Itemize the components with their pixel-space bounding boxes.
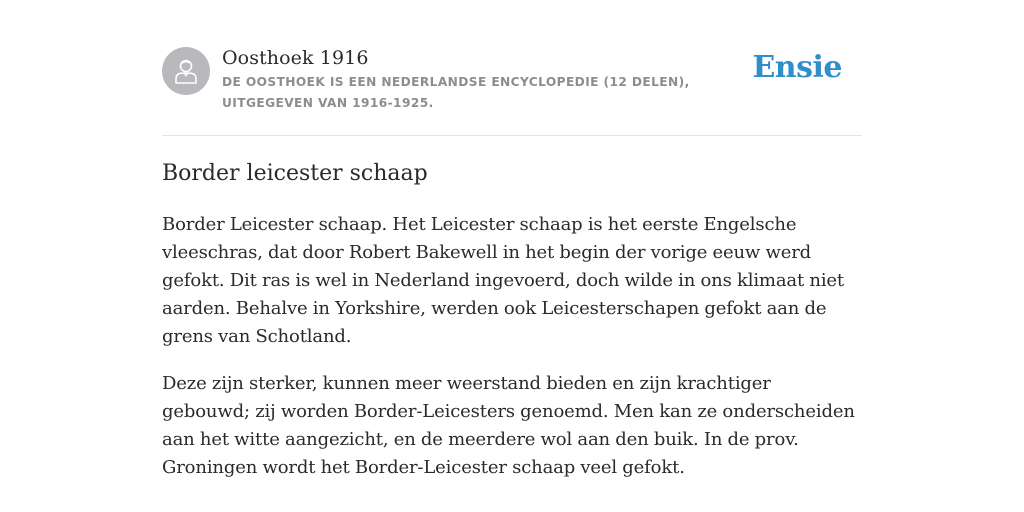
source-description: DE OOSTHOEK IS EEN NEDERLANDSE ENCYCLOPEDIE (12 DELEN), UITGEGEVEN VAN 1916-1925. (222, 75, 690, 110)
source-title[interactable]: Oosthoek 1916 (222, 47, 369, 69)
brand-logo[interactable]: Ensie (752, 50, 842, 85)
user-icon (173, 57, 199, 85)
article-title: Border leicester schaap (162, 161, 428, 186)
article-paragraph: Border Leicester schaap. Het Leicester schaap is het eerste Engelsche vleeschras, dat door Robert Bakewell in het begin der vorige eeuw werd gefokt. Dit ras is wel in Nederland ingevoerd, doch wilde in ons klimaat niet aarden. Behalve in Yorkshire, werden ook Leicesterschapen gefokt aan de grens van Schotland. (162, 214, 845, 347)
divider (162, 135, 862, 136)
article (162, 159, 862, 501)
avatar[interactable] (162, 47, 210, 95)
source-info (222, 46, 762, 114)
source-header (162, 46, 862, 116)
article-paragraph: Deze zijn sterker, kunnen meer weerstand bieden en zijn krachtiger gebouwd; zij worden Border-Leicesters genoemd. Men kan ze onderscheiden aan het witte aangezicht, en de meerdere wol aan den buik. In de prov. Groningen wordt het Border-Leicester schaap veel gefokt. (162, 373, 855, 478)
